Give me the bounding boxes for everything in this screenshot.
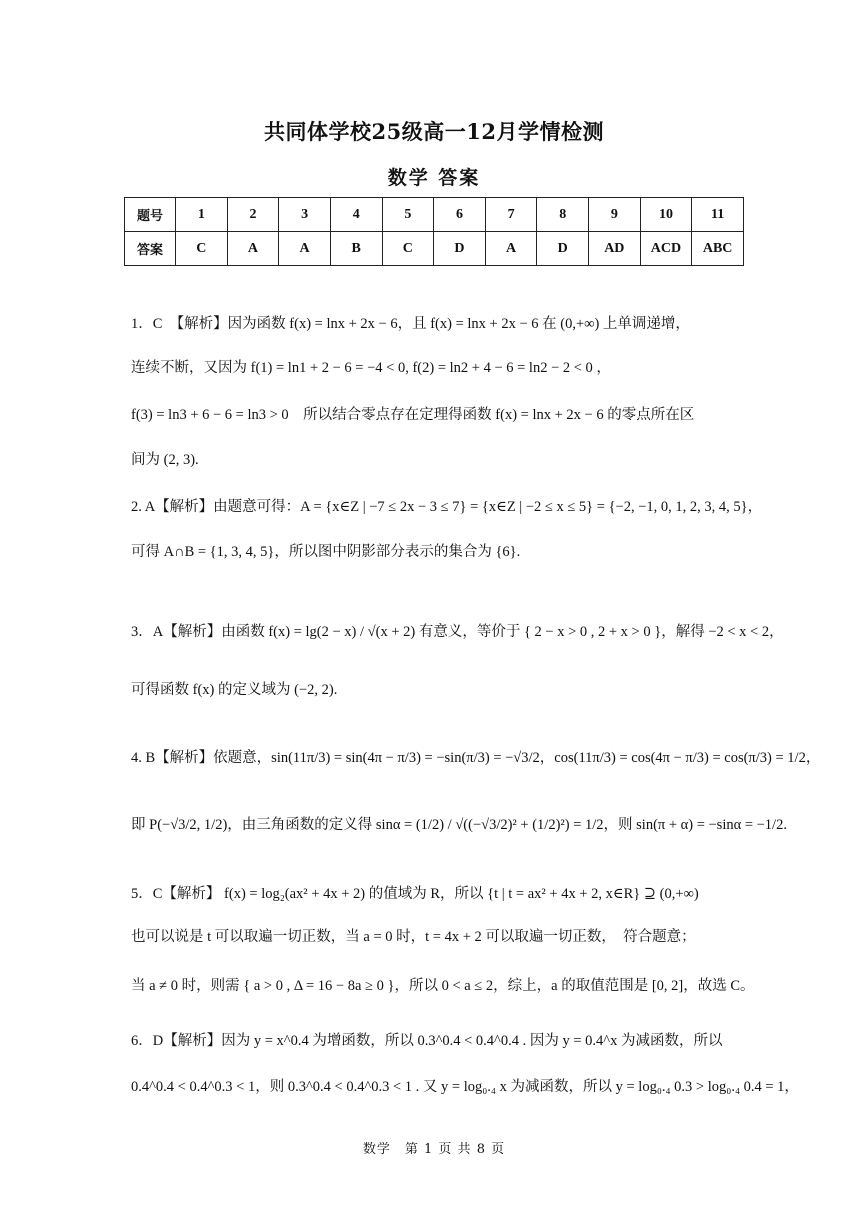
table-cell: 2 bbox=[227, 198, 279, 232]
solution-2-line-2: 可得 A∩B = {1, 3, 4, 5}，所以图中阴影部分表示的集合为 {6}. bbox=[131, 544, 521, 560]
solution-1-line-3: f(3) = ln3 + 6 − 6 = ln3 > 0 所以结合零点存在定理得函数 f(x) = lnx + 2x − 6 的零点所在区 bbox=[131, 407, 695, 423]
table-cell: ABC bbox=[692, 232, 744, 266]
table-cell: C bbox=[382, 232, 434, 266]
answer-table bbox=[124, 197, 744, 266]
table-cell: 8 bbox=[537, 198, 589, 232]
solution-1-line-4: 间为 (2, 3). bbox=[131, 452, 199, 468]
solution-1-line-2: 连续不断，又因为 f(1) = ln1 + 2 − 6 = −4 < 0, f(2) = ln2 + 4 − 6 = ln2 − 2 < 0 ， bbox=[131, 360, 611, 376]
row-label-number: 题号 bbox=[125, 198, 176, 232]
solution-6-line-1: 6．D【解析】因为 y = x^0.4 为增函数，所以 0.3^0.4 < 0.4^0.4 . 因为 y = 0.4^x 为减函数，所以 bbox=[131, 1033, 723, 1049]
solution-3-line-1: 3．A【解析】由函数 f(x) = lg(2 − x) / √(x + 2) 有意义，等价于 { 2 − x > 0 , 2 + x > 0 }，解得 −2 < x < 2， bbox=[131, 624, 784, 640]
solution-5-line-1: 5．C【解析】 f(x) = log₂(ax² + 4x + 2) 的值域为 R，所以 {t | t = ax² + 4x + 2, x∈R} ⊇ (0,+∞) bbox=[131, 886, 699, 902]
solution-1-line-1: 1．C 【解析】因为函数 f(x) = lnx + 2x − 6，且 f(x) = lnx + 2x − 6 在 (0,+∞) 上单调递增， bbox=[131, 316, 690, 332]
table-cell: ACD bbox=[640, 232, 692, 266]
table-cell: 4 bbox=[330, 198, 382, 232]
table-cell: 9 bbox=[589, 198, 641, 232]
solution-2-line-1: 2. A【解析】由题意可得：A = {x∈Z | −7 ≤ 2x − 3 ≤ 7} = {x∈Z | −2 ≤ x ≤ 5} = {−2, −1, 0, 1, 2, 3, 4, 5}， bbox=[131, 499, 763, 515]
table-row-numbers bbox=[125, 198, 744, 232]
solution-4-line-1: 4. B【解析】依题意，sin(11π/3) = sin(4π − π/3) = −sin(π/3) = −√3/2，cos(11π/3) = cos(4π − π/3) = cos(π/3) = 1/2， bbox=[131, 750, 821, 766]
table-cell: A bbox=[279, 232, 331, 266]
table-cell: D bbox=[434, 232, 486, 266]
table-cell: 5 bbox=[382, 198, 434, 232]
table-cell: 1 bbox=[176, 198, 228, 232]
solution-3-line-2: 可得函数 f(x) 的定义域为 (−2, 2). bbox=[131, 682, 338, 698]
page-title: 共同体学校25级高一12月学情检测 bbox=[264, 119, 604, 144]
table-row-answers bbox=[125, 232, 744, 266]
table-cell: B bbox=[330, 232, 382, 266]
table-cell: C bbox=[176, 232, 228, 266]
solution-6-line-2: 0.4^0.4 < 0.4^0.3 < 1，则 0.3^0.4 < 0.4^0.3 < 1 . 又 y = log₀.₄ x 为减函数，所以 y = log₀.₄ 0.3 > log₀.₄ 0.4 = 1， bbox=[131, 1079, 799, 1095]
page-footer: 数学 第 1 页 共 8 页 bbox=[362, 1142, 506, 1157]
solution-4-line-2: 即 P(−√3/2, 1/2)，由三角函数的定义得 sinα = (1/2) / √((−√3/2)² + (1/2)²) = 1/2，则 sin(π + α) = −sinα = −1/2. bbox=[131, 817, 787, 833]
table-cell: 7 bbox=[485, 198, 537, 232]
solution-5-line-3: 当 a ≠ 0 时，则需 { a > 0 , Δ = 16 − 8a ≥ 0 }，所以 0 < a ≤ 2，综上，a 的取值范围是 [0, 2]，故选 C。 bbox=[131, 978, 755, 994]
table-cell: 3 bbox=[279, 198, 331, 232]
table-cell: A bbox=[485, 232, 537, 266]
row-label-answer: 答案 bbox=[125, 232, 176, 266]
page-subtitle: 数学 答案 bbox=[387, 167, 481, 189]
table-cell: 10 bbox=[640, 198, 692, 232]
table-cell: AD bbox=[589, 232, 641, 266]
table-cell: 6 bbox=[434, 198, 486, 232]
table-cell: D bbox=[537, 232, 589, 266]
table-cell: A bbox=[227, 232, 279, 266]
solution-5-line-2: 也可以说是 t 可以取遍一切正数，当 a = 0 时，t = 4x + 2 可以取遍一切正数， 符合题意； bbox=[131, 929, 696, 945]
table-cell: 11 bbox=[692, 198, 744, 232]
